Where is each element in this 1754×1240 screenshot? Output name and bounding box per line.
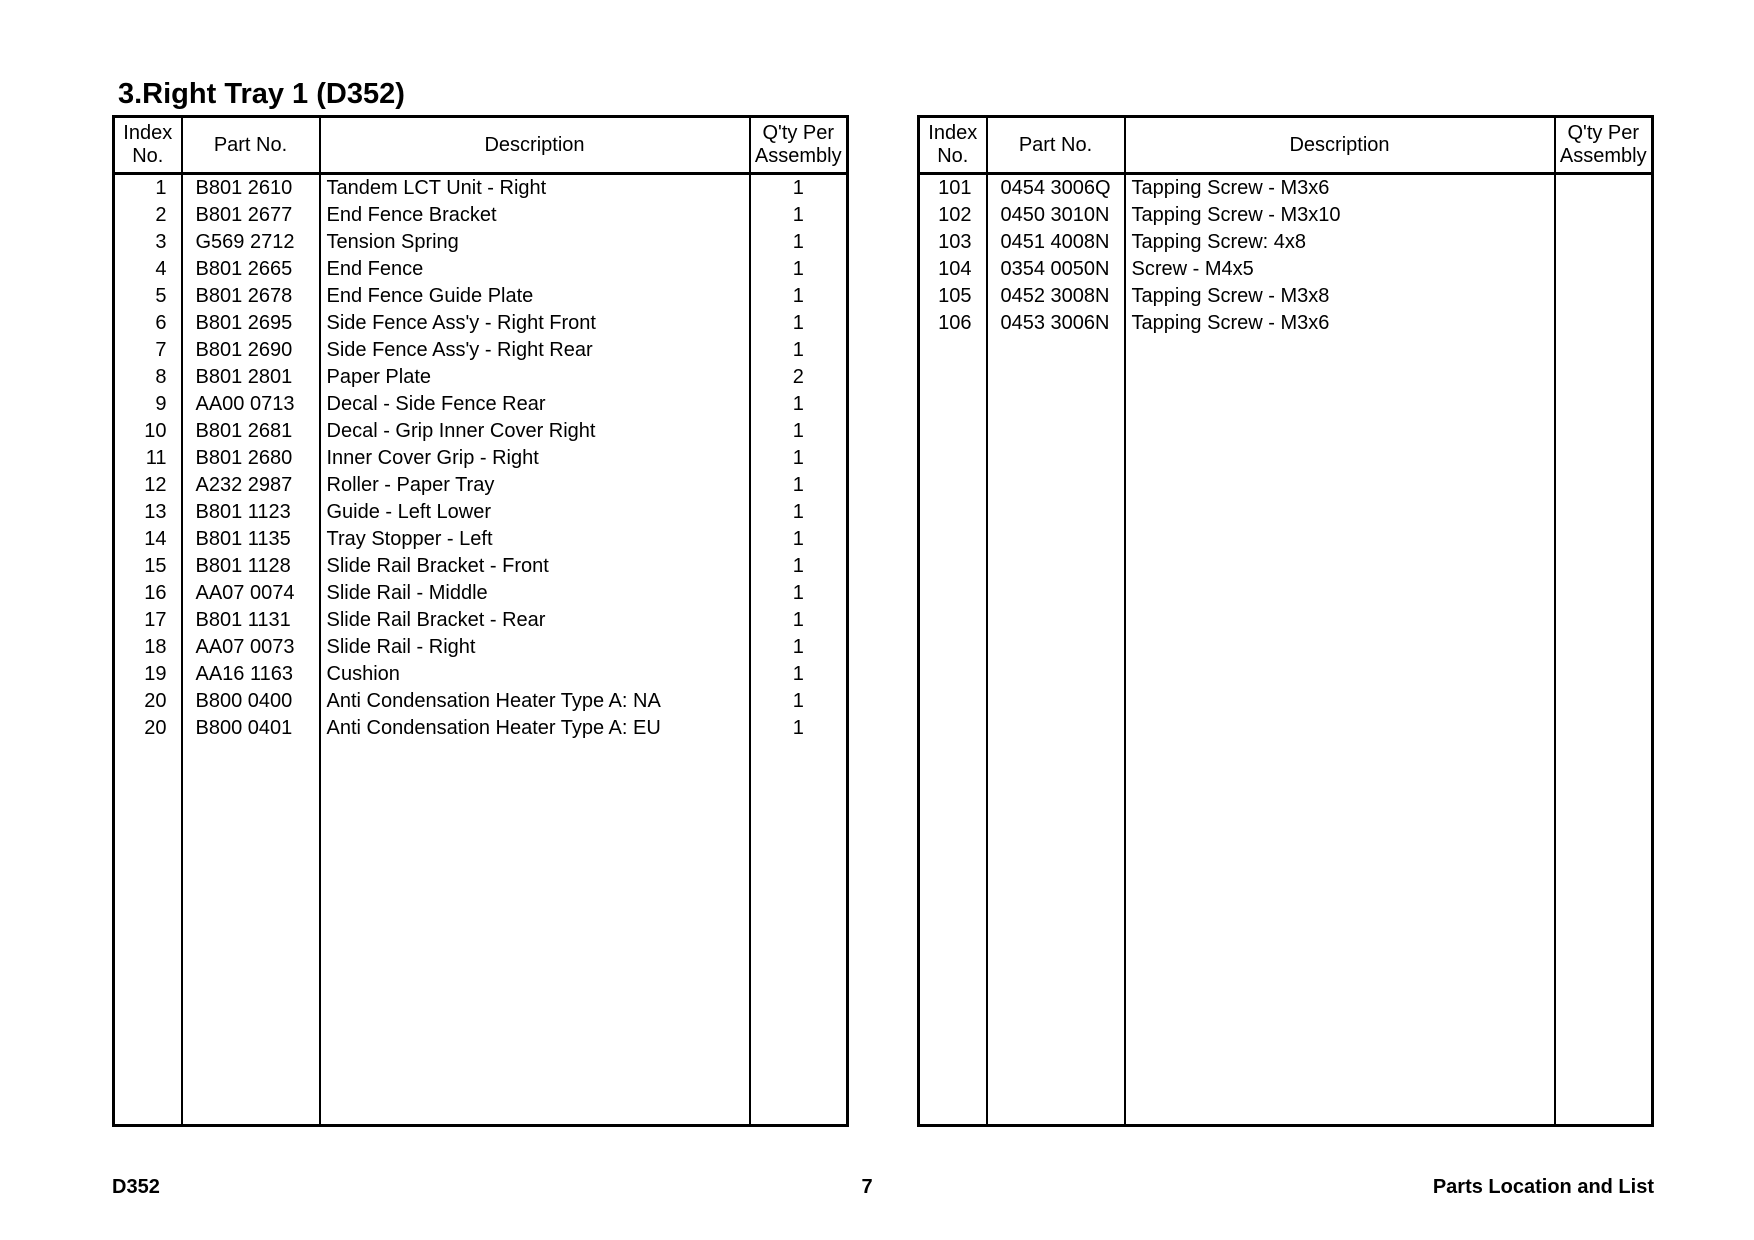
qty-cell: 1 [750,688,848,715]
description-cell: Anti Condensation Heater Type A: EU [320,715,750,742]
index-cell: 2 [114,202,182,229]
description-cell: Side Fence Ass'y - Right Front [320,310,750,337]
part-no-cell: B801 1131 [182,607,320,634]
table-row [919,229,1653,256]
qty-cell: 1 [750,661,848,688]
col-header-part-no: Part No. [182,117,320,174]
description-cell: Paper Plate [320,364,750,391]
part-no-cell: B801 1128 [182,553,320,580]
index-cell: 102 [919,202,987,229]
footer-model: D352 [112,1176,160,1198]
qty-cell: 1 [750,283,848,310]
qty-cell: 1 [750,634,848,661]
qty-cell: 1 [750,418,848,445]
col-header-description: Description [1125,117,1555,174]
table-filler-row [114,742,848,1126]
qty-cell: 1 [750,526,848,553]
part-no-cell: 0450 3010N [987,202,1125,229]
description-cell: Tapping Screw - M3x6 [1125,174,1555,203]
index-cell: 11 [114,445,182,472]
qty-cell: 1 [750,229,848,256]
part-no-cell: B801 1135 [182,526,320,553]
part-no-cell: 0451 4008N [987,229,1125,256]
qty-cell [1555,283,1653,310]
table-row [114,688,848,715]
description-cell: Cushion [320,661,750,688]
index-cell: 1 [114,174,182,203]
description-cell: End Fence [320,256,750,283]
index-cell: 103 [919,229,987,256]
table-row [114,715,848,742]
qty-cell: 1 [750,553,848,580]
index-cell: 6 [114,310,182,337]
parts-table-left-body [114,174,848,1126]
index-cell: 4 [114,256,182,283]
table-row [919,283,1653,310]
table-row [114,499,848,526]
part-no-cell: 0453 3006N [987,310,1125,337]
index-cell: 101 [919,174,987,203]
qty-cell: 1 [750,310,848,337]
description-cell: Tray Stopper - Left [320,526,750,553]
description-cell: Tension Spring [320,229,750,256]
index-cell: 3 [114,229,182,256]
page-title: 3.Right Tray 1 (D352) [118,78,405,110]
table-row [114,256,848,283]
table-row [114,283,848,310]
table-row [114,661,848,688]
table-row [919,174,1653,203]
part-no-cell: B801 1123 [182,499,320,526]
qty-cell: 1 [750,580,848,607]
description-cell: End Fence Bracket [320,202,750,229]
table-row [114,607,848,634]
table-row [114,202,848,229]
part-no-cell: AA16 1163 [182,661,320,688]
qty-cell [1555,310,1653,337]
part-no-cell: 0454 3006Q [987,174,1125,203]
qty-cell [1555,202,1653,229]
empty-cell [987,337,1125,1126]
qty-cell: 1 [750,607,848,634]
table-row [919,202,1653,229]
empty-cell [1555,337,1653,1126]
empty-cell [320,742,750,1126]
index-cell: 5 [114,283,182,310]
table-row [114,580,848,607]
col-header-index: Index No. [919,117,987,174]
empty-cell [750,742,848,1126]
col-header-qty: Q'ty Per Assembly [1555,117,1653,174]
index-cell: 10 [114,418,182,445]
index-cell: 18 [114,634,182,661]
part-no-cell: AA00 0713 [182,391,320,418]
table-row [919,256,1653,283]
table-filler-row [919,337,1653,1126]
description-cell: Tapping Screw - M3x6 [1125,310,1555,337]
empty-cell [1125,337,1555,1126]
description-cell: Slide Rail Bracket - Front [320,553,750,580]
index-cell: 15 [114,553,182,580]
part-no-cell: B801 2695 [182,310,320,337]
table-row [114,634,848,661]
header-row [114,117,848,174]
table-row [919,310,1653,337]
table-row [114,553,848,580]
qty-cell: 1 [750,174,848,203]
description-cell: Inner Cover Grip - Right [320,445,750,472]
qty-cell: 2 [750,364,848,391]
table-row [114,337,848,364]
parts-table-right [917,115,1654,1127]
description-cell: Slide Rail - Right [320,634,750,661]
description-cell: Anti Condensation Heater Type A: NA [320,688,750,715]
qty-cell: 1 [750,256,848,283]
part-no-cell: AA07 0074 [182,580,320,607]
index-cell: 105 [919,283,987,310]
description-cell: Tapping Screw - M3x10 [1125,202,1555,229]
index-cell: 12 [114,472,182,499]
table-row [114,229,848,256]
empty-cell [919,337,987,1126]
index-cell: 9 [114,391,182,418]
description-cell: End Fence Guide Plate [320,283,750,310]
qty-cell: 1 [750,445,848,472]
part-no-cell: B801 2610 [182,174,320,203]
empty-cell [114,742,182,1126]
qty-cell: 1 [750,337,848,364]
index-cell: 19 [114,661,182,688]
table-row [114,445,848,472]
part-no-cell: B800 0401 [182,715,320,742]
index-cell: 14 [114,526,182,553]
table-row [114,391,848,418]
description-cell: Tandem LCT Unit - Right [320,174,750,203]
qty-cell: 1 [750,391,848,418]
index-cell: 13 [114,499,182,526]
index-cell: 17 [114,607,182,634]
table-row [114,418,848,445]
index-cell: 106 [919,310,987,337]
footer-page-number: 7 [861,1176,873,1198]
part-no-cell: AA07 0073 [182,634,320,661]
description-cell: Slide Rail - Middle [320,580,750,607]
part-no-cell: B801 2690 [182,337,320,364]
index-cell: 7 [114,337,182,364]
col-header-qty: Q'ty Per Assembly [750,117,848,174]
index-cell: 8 [114,364,182,391]
table-row [114,526,848,553]
part-no-cell: B801 2677 [182,202,320,229]
part-no-cell: B801 2680 [182,445,320,472]
col-header-description: Description [320,117,750,174]
description-cell: Tapping Screw: 4x8 [1125,229,1555,256]
col-header-part-no: Part No. [987,117,1125,174]
description-cell: Side Fence Ass'y - Right Rear [320,337,750,364]
qty-cell: 1 [750,202,848,229]
qty-cell: 1 [750,715,848,742]
description-cell: Screw - M4x5 [1125,256,1555,283]
part-no-cell: B800 0400 [182,688,320,715]
description-cell: Decal - Grip Inner Cover Right [320,418,750,445]
index-cell: 20 [114,715,182,742]
description-cell: Decal - Side Fence Rear [320,391,750,418]
description-cell: Tapping Screw - M3x8 [1125,283,1555,310]
index-cell: 20 [114,688,182,715]
description-cell: Guide - Left Lower [320,499,750,526]
index-cell: 16 [114,580,182,607]
table-row [114,472,848,499]
part-no-cell: 0354 0050N [987,256,1125,283]
table-row [114,174,848,203]
part-no-cell: 0452 3008N [987,283,1125,310]
qty-cell [1555,229,1653,256]
part-no-cell: B801 2665 [182,256,320,283]
description-cell: Roller - Paper Tray [320,472,750,499]
qty-cell: 1 [750,499,848,526]
header-row [919,117,1653,174]
empty-cell [182,742,320,1126]
col-header-index: Index No. [114,117,182,174]
parts-table-left [112,115,849,1127]
index-cell: 104 [919,256,987,283]
description-cell: Slide Rail Bracket - Rear [320,607,750,634]
part-no-cell: B801 2678 [182,283,320,310]
part-no-cell: A232 2987 [182,472,320,499]
qty-cell: 1 [750,472,848,499]
qty-cell [1555,174,1653,203]
table-row [114,310,848,337]
part-no-cell: B801 2801 [182,364,320,391]
footer-section-title: Parts Location and List [1432,1176,1654,1198]
part-no-cell: G569 2712 [182,229,320,256]
qty-cell [1555,256,1653,283]
table-row [114,364,848,391]
parts-table-right-body [919,174,1653,1126]
part-no-cell: B801 2681 [182,418,320,445]
